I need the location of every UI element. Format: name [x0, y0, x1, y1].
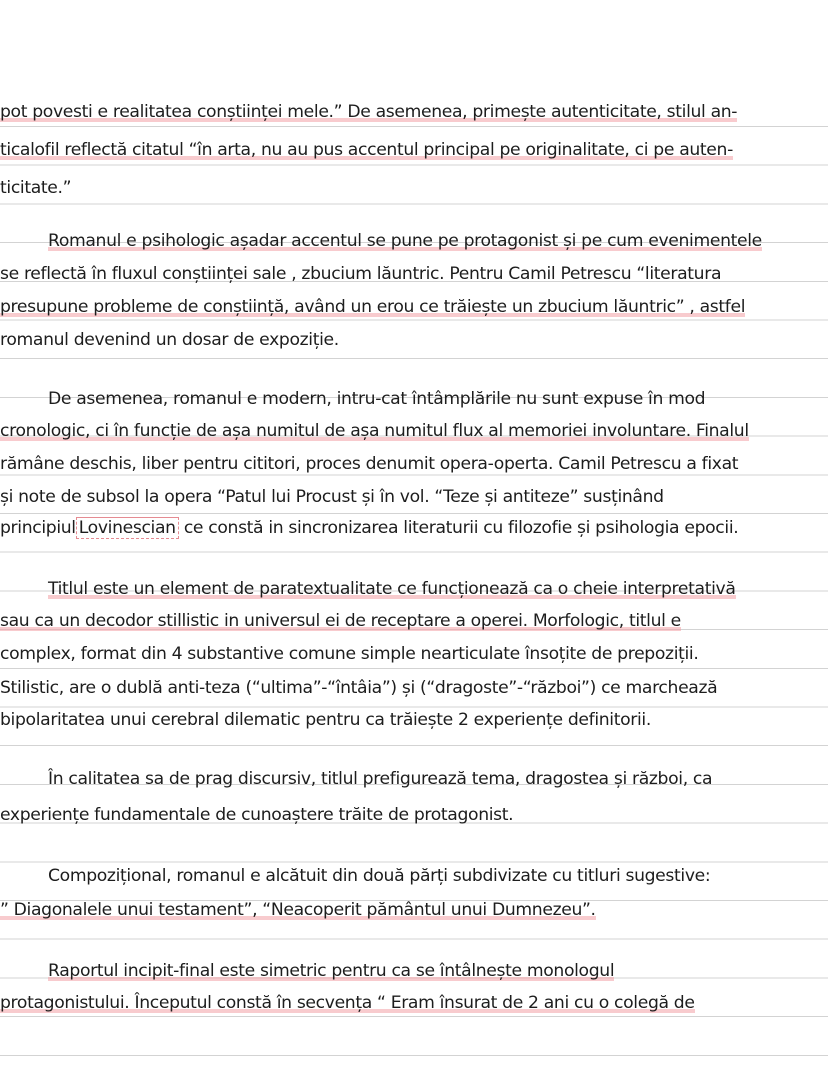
text-line: ” Diagonalele unui testament”, “Neacoperit pământul unui Dumnezeu”.: [0, 900, 596, 920]
text-line: Raportul incipit-final este simetric pentru ca se întâlnește monologul: [48, 961, 615, 981]
text-line: sau ca un decodor stillistic in universul ei de receptare a operei. Morfologic, titlul e: [0, 611, 681, 631]
text-line: pot povesti e realitatea conștiinței mele.” De asemenea, primește autenticitate, stilul an-: [0, 102, 738, 122]
text-line: experiențe fundamentale de cunoaștere trăite de protagonist.: [0, 805, 514, 825]
text-line: bipolaritatea unui cerebral dilematic pentru ca trăiește 2 experiențe definitorii.: [0, 710, 651, 730]
text-line: principiul Lovinescian ce constă in sincronizarea literaturii cu filozofie și psihologia epocii.: [0, 518, 739, 538]
text-line: ticalofil reflectă citatul “în arta, nu au pus accentul principal pe originalitate, ci pe auten-: [0, 140, 733, 160]
text-line: presupune probleme de conștiință, având un erou ce trăiește un zbucium lăuntric” , astfel: [0, 297, 746, 317]
text-line: Romanul e psihologic așadar accentul se pune pe protagonist și pe cum evenimentele: [48, 231, 762, 251]
text-line: rămâne deschis, liber pentru cititori, proces denumit opera-operta. Camil Petrescu a fixat: [0, 454, 739, 474]
text-line: Titlul este un element de paratextualitate ce funcționează ca o cheie interpretativă: [48, 579, 736, 599]
text-line: Stilistic, are o dublă anti-teza (“ultima”-“întâia”) și (“dragoste”-“război”) ce marchează: [0, 678, 718, 698]
text-line: cronologic, ci în funcție de așa numitul de așa numitul flux al memoriei involuntare. Finalul: [0, 421, 749, 441]
text-line: se reflectă în fluxul conștiinței sale , zbucium lăuntric. Pentru Camil Petrescu “literatura: [0, 264, 722, 284]
text-line: Compozițional, romanul e alcătuit din două părți subdivizate cu titluri sugestive:: [48, 866, 711, 886]
text-line: complex, format din 4 substantive comune simple nearticulate însoțite de prepoziții.: [0, 644, 699, 664]
text-line: În calitatea sa de prag discursiv, titlul prefigurează tema, dragostea și război, ca: [48, 769, 713, 789]
boxed-term: Lovinescian: [76, 517, 179, 539]
text-line: protagonistului. Începutul constă în secvența “ Eram însurat de 2 ani cu o colegă de: [0, 993, 695, 1013]
text-line: ticitate.”: [0, 178, 72, 198]
text-line: și note de subsol la opera “Patul lui Procust și în vol. “Teze și antiteze” susținând: [0, 487, 664, 507]
text-line: romanul devenind un dosar de expoziție.: [0, 330, 339, 350]
text-line: De asemenea, romanul e modern, intru-cat întâmplările nu sunt expuse în mod: [48, 389, 706, 409]
